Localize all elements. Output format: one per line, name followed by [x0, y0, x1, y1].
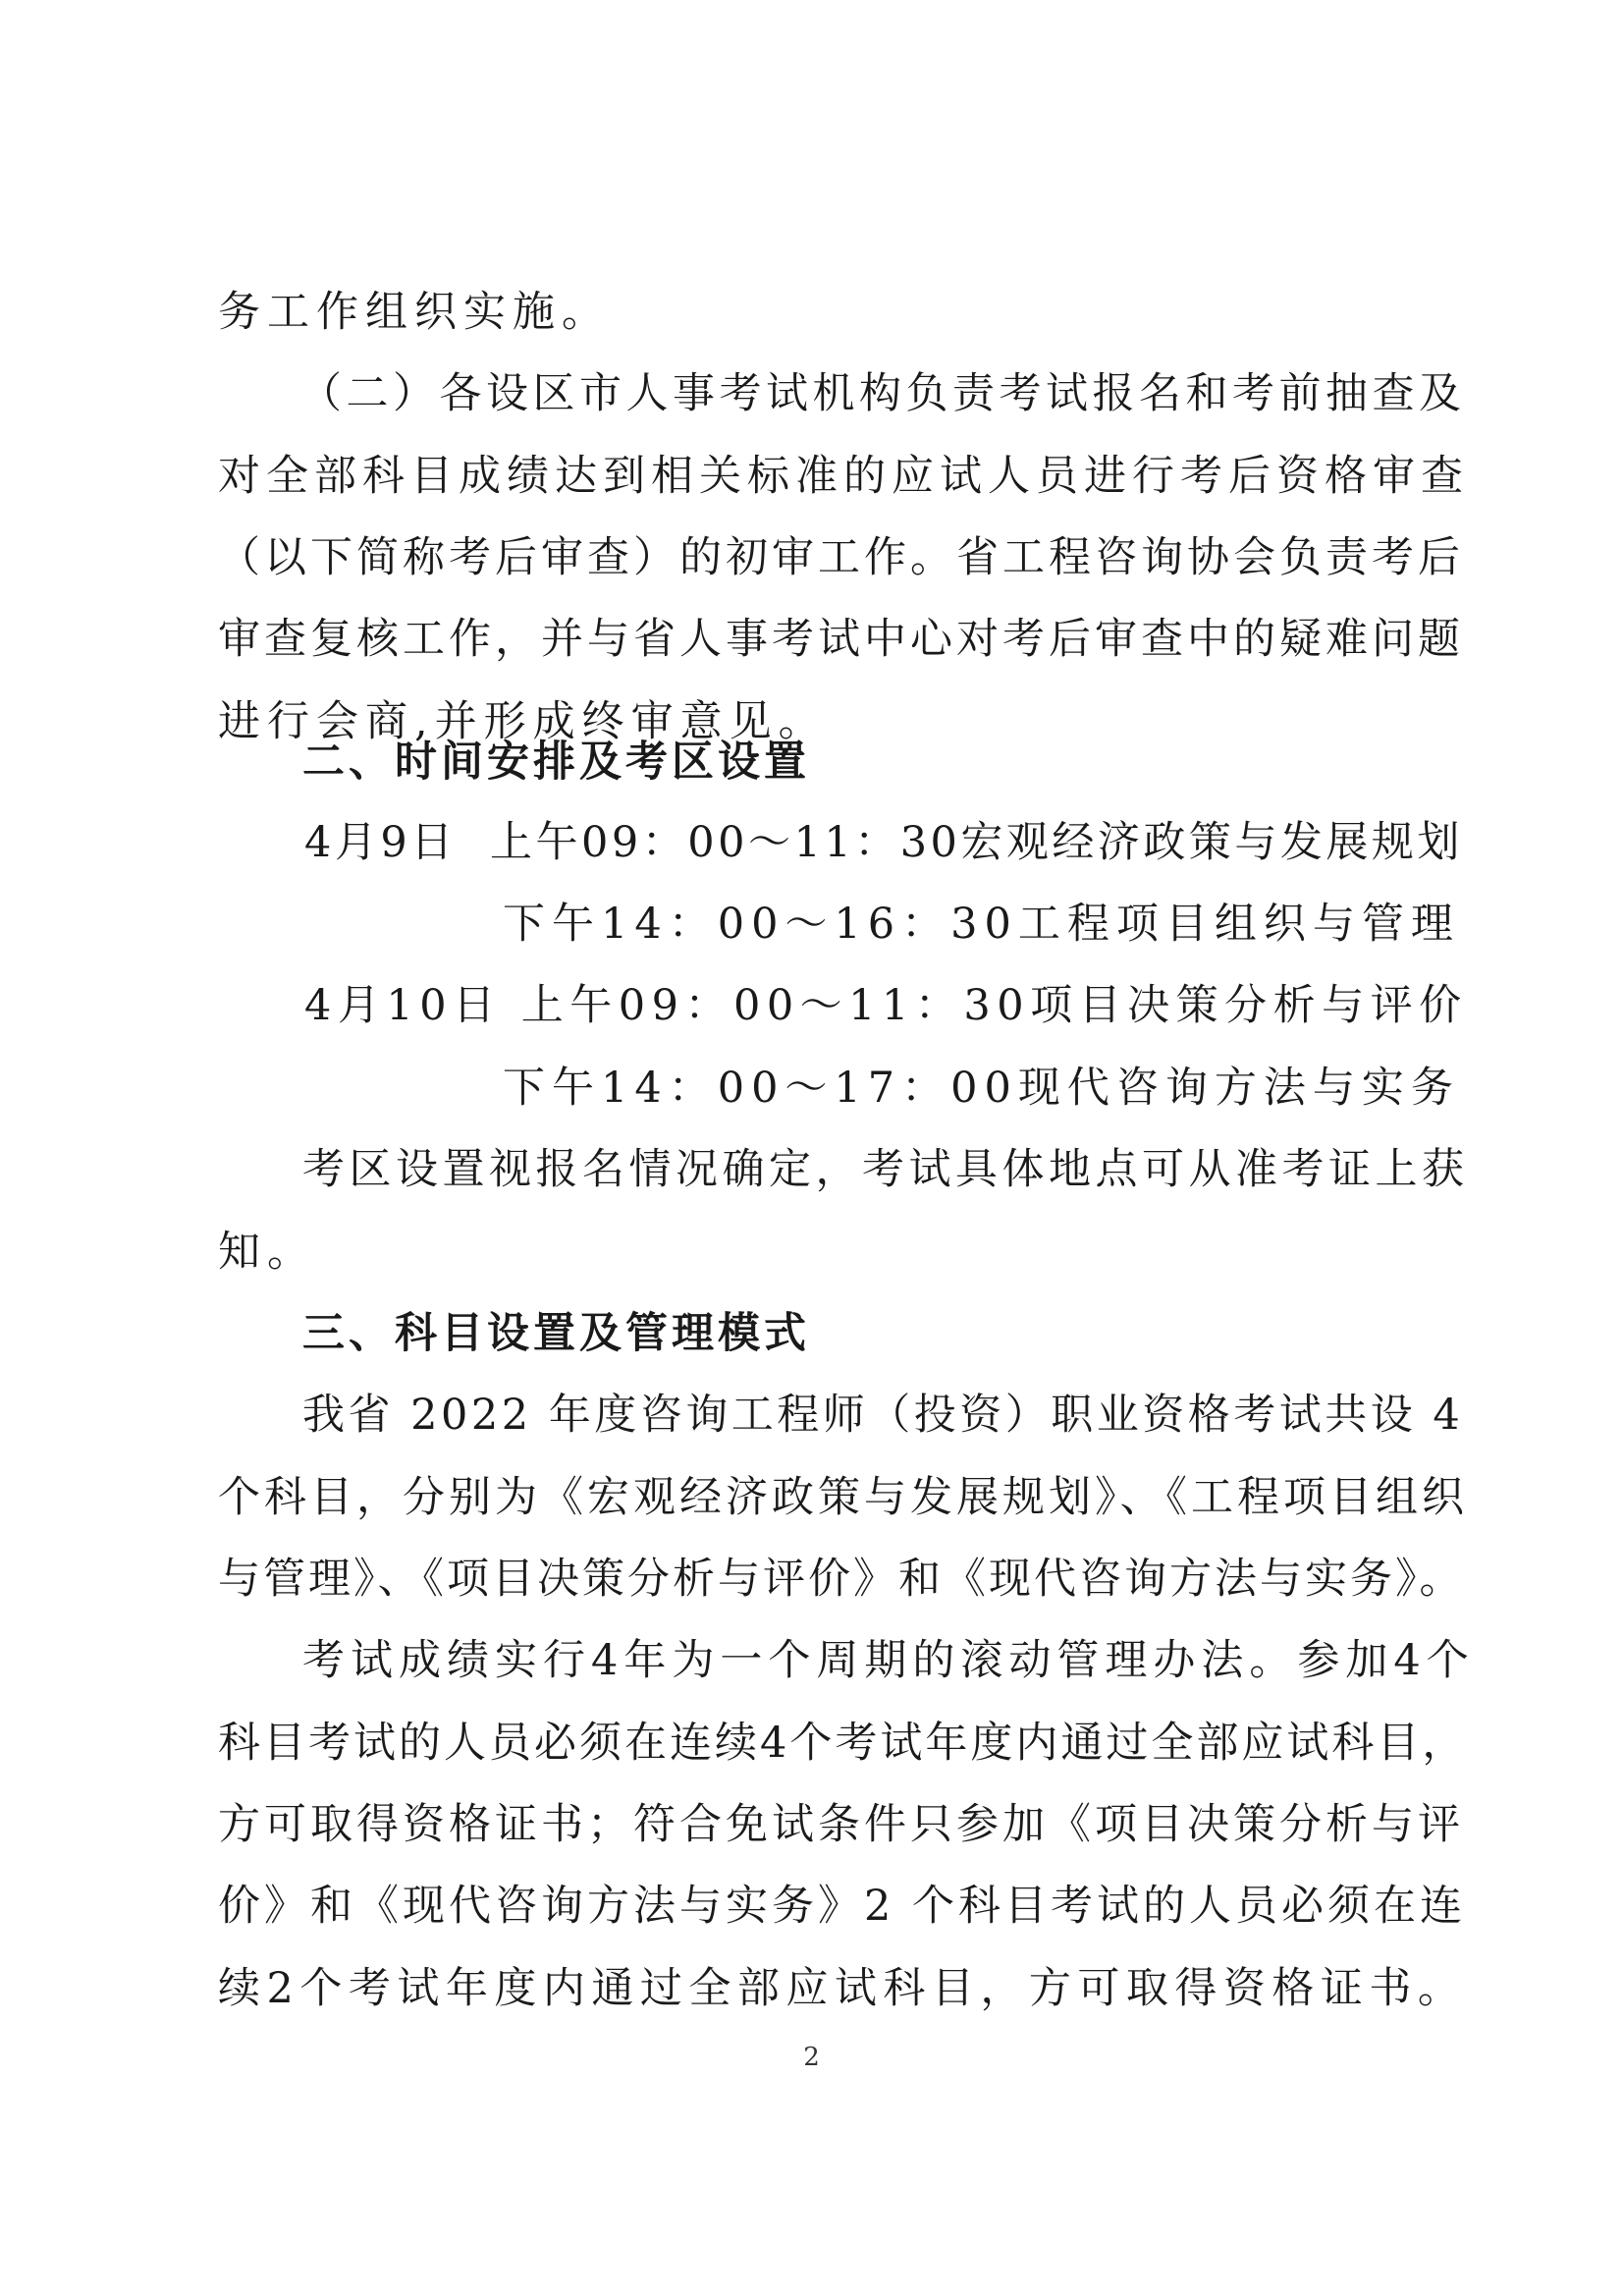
- text-line: （二）各设区市人事考试机构负责考试报名和考前抽查及: [299, 369, 1466, 418]
- text-line: 价》和《现代咨询方法与实务》2 个科目考试的人员必须在连: [218, 1882, 1467, 1931]
- text-line: 考试成绩实行4年为一个周期的滚动管理办法。参加4个: [302, 1636, 1475, 1685]
- text-line: 科目考试的人员必须在连续4个考试年度内通过全部应试科目，: [218, 1719, 1468, 1768]
- schedule-line: 4月9日 上午09：00～11：30宏观经济政策与发展规划: [304, 818, 1463, 867]
- text-line: 个科目，分别为《宏观经济政策与发展规划》、《工程项目组织: [218, 1473, 1468, 1522]
- text-line: 审查复核工作，并与省人事考试中心对考后审查中的疑难问题: [218, 615, 1464, 664]
- text-line: 务工作组织实施。: [218, 288, 611, 337]
- schedule-line: 下午14：00～17：00现代咨询方法与实务: [503, 1064, 1460, 1113]
- schedule-line: 4月10日 上午09：00～11：30项目决策分析与评价: [304, 981, 1468, 1030]
- text-line: 考区设置视报名情况确定，考试具体地点可从准考证上获: [302, 1145, 1469, 1194]
- section-heading: 二、时间安排及考区设置: [302, 738, 810, 787]
- schedule-line: 下午14：00～16：30工程项目组织与管理: [503, 900, 1460, 949]
- text-line: 对全部科目成绩达到相关标准的应试人员进行考后资格审查: [218, 452, 1469, 501]
- section-heading: 三、科目设置及管理模式: [302, 1309, 810, 1358]
- text-line: 续2个考试年度内通过全部应试科目，方可取得资格证书。: [218, 1964, 1467, 2013]
- text-line: 进行会商,并形成终审意见。: [218, 697, 828, 746]
- text-line: （以下简称考后审查）的初审工作。省工程咨询协会负责考后: [218, 533, 1464, 582]
- text-line: 我省 2022 年度咨询工程师（投资）职业资格考试共设 4: [302, 1391, 1464, 1440]
- text-line: 方可取得资格证书；符合免试条件只参加《项目决策分析与评: [218, 1800, 1464, 1849]
- page-number: 2: [803, 2043, 820, 2072]
- text-line: 知。: [218, 1228, 316, 1277]
- text-line: 与管理》、《项目决策分析与评价》和《现代咨询方法与实务》。: [218, 1555, 1465, 1604]
